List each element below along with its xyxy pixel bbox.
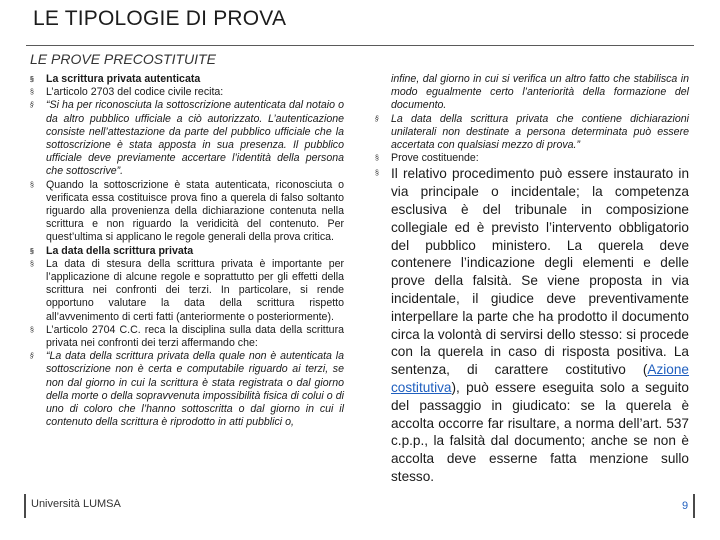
list-item: § La data della scrittura privata [30, 244, 194, 257]
bullet-icon: § [375, 155, 379, 163]
list-item: § La data della scrittura privata che contiene dichiarazioni unilaterali non destinate a persona determinata può essere accertata con qualsiasi mezzo di prova.” [375, 112, 689, 152]
list-item: § “Si ha per riconosciuta la sottoscrizione autenticata dal notaio o da altro pubblico ufficiale a ciò autorizzato. L’autenticazione consiste nell’attestazione da parte del pubblico ufficiale che la sottoscrizione è stata apposta in sua presenza. Il pubblico ufficiale deve previamente accertare l’identità della persona che sottoscrive”. [30, 99, 344, 178]
list-item: § Il relativo procedimento può essere instaurato in via principale o incidentale; la competenza esclusiva è del tribunale in composizione collegiale ed è previsto l’intervento obbligatorio del pubblico ministero. La querela deve contenere l’indicazione degli elementi e delle prove della falsità. Se viene proposta in via incidentale, il giudice deve preventivamente interpellare la parte che ha prodotto il documento circa la volontà di servirsi dello stesso: si procede con la querela in caso di risposta positiva. La sentenza, di carattere costitutivo (Azione costitutiva), può essere eseguita solo a seguito del passaggio in giudicato: se la querela è accolta occorre far risultare, a norma dell’art. 537 c.p.p., la falsità dal documento; anche se non è accolta deve esserne fatta menzione sullo stesso. [375, 166, 689, 484]
bullet-icon: § [30, 326, 34, 334]
list-item: § L’articolo 2703 del codice civile recita: [30, 86, 224, 99]
azione-costitutiva-link[interactable]: Azione costitutiva [391, 362, 689, 395]
list-item-continuation: infine, dal giorno in cui si verifica un altro fatto che stabilisca in modo egualmente certo l’anteriorità della formazione del documento. [391, 73, 689, 112]
bullet-icon: § [375, 170, 379, 178]
page-number: 9 [682, 500, 689, 512]
footer-left-bar [24, 494, 26, 518]
bullet-icon: § [30, 76, 34, 83]
bullet-icon: § [30, 247, 34, 255]
footer-institution: Università LUMSA [31, 498, 121, 510]
list-item: § La data di stesura della scrittura privata è importante per l’applicazione di alcune regole e soprattutto per gli effetti della scrittura nei confronti dei terzi. In particolare, si rende opportuno valutare la data della scrittura rispetto all’avvenimento di certi fatti (anteriormente o posteriormente). [30, 257, 344, 323]
title-divider [26, 45, 694, 46]
list-item: § Prove costituende: [375, 152, 479, 165]
bullet-icon: § [30, 260, 34, 268]
right-column [375, 73, 689, 486]
bullet-icon: § [30, 89, 34, 97]
footer-right-bar [693, 494, 695, 518]
list-item: § La scrittura privata autenticata [30, 73, 201, 85]
bullet-icon: § [30, 102, 34, 110]
list-item: § “La data della scrittura privata della quale non è autenticata la sottoscrizione non è certa e computabile riguardo ai terzi, se non dal giorno in cui la scrittura è stata registrata o dal giorno della morte o della sopravvenuta impossibilità fisica di colui o di uno di coloro che l’hanno sottoscritta o dal giorno in cui il contenuto della scrittura è riprodotto in atti pubblici o, [30, 350, 344, 429]
bullet-icon: § [30, 181, 34, 189]
left-column [30, 73, 344, 429]
slide-title: LE TIPOLOGIE DI PROVA [33, 7, 287, 30]
list-item: § Quando la sottoscrizione è stata autenticata, riconosciuta o verificata essa costituisce prova fino a querela di falso soltanto riguardo alla provenienza della dichiarazione contenuta nella scrittura e non riguardo la veridicità del contenuto. Per quest’ultima si applicano le regole generali della prova critica. [30, 178, 344, 244]
slide-subtitle: LE PROVE PRECOSTITUITE [30, 51, 216, 67]
list-item: § L’articolo 2704 C.C. reca la disciplina sulla data della scrittura privata nei confronti dei terzi affermando che: [30, 323, 344, 350]
bullet-icon: § [30, 353, 34, 361]
bullet-icon: § [375, 115, 379, 123]
